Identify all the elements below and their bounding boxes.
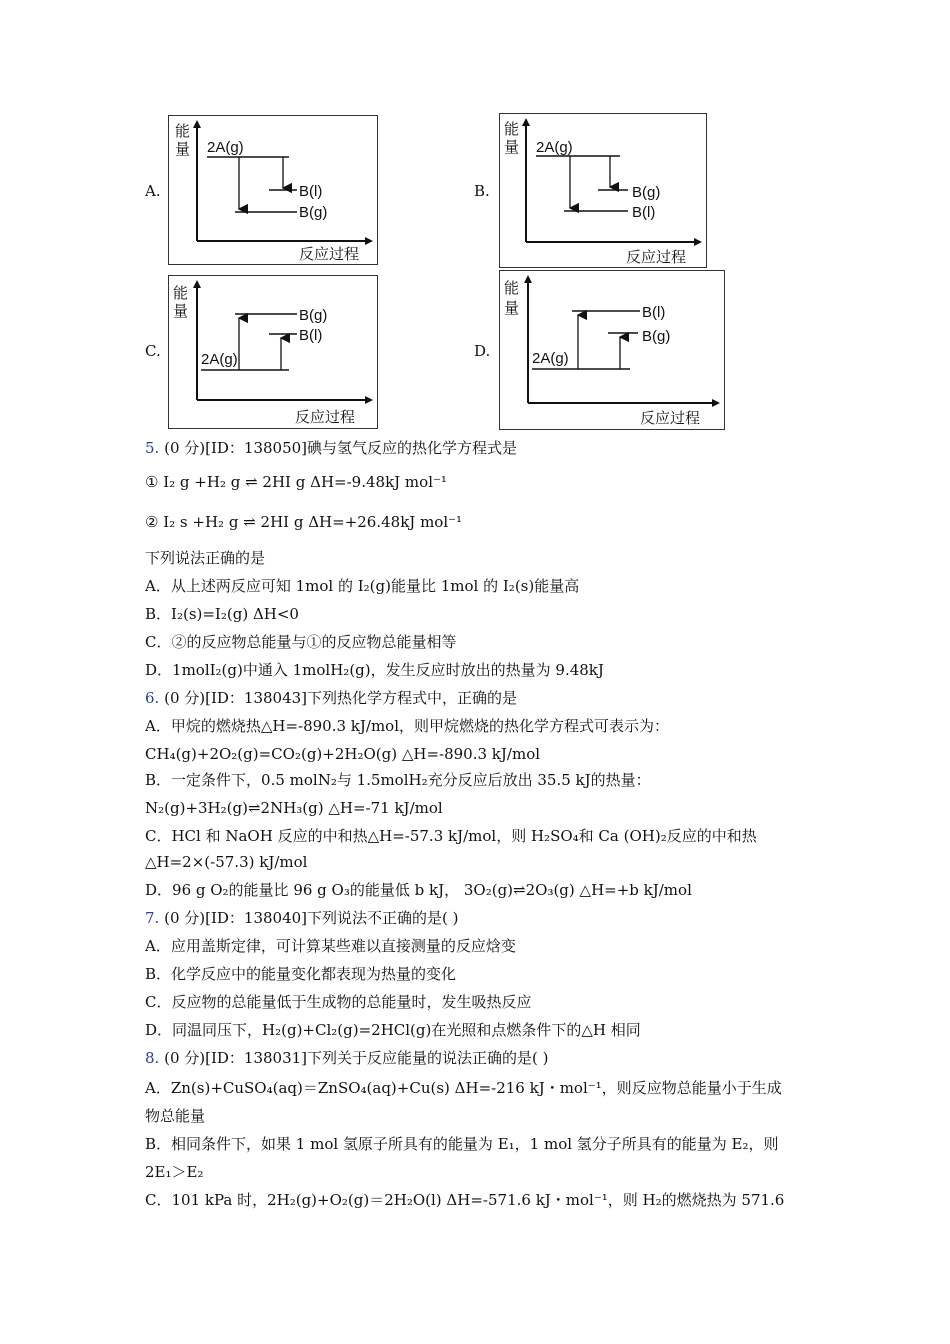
question-text: (0 分)[ID：138031]下列关于反应能量的说法正确的是( )	[164, 1049, 549, 1067]
x-axis-label: 反应过程	[640, 410, 701, 427]
option-a[interactable]: A．应用盖斯定律，可计算某些难以直接测量的反应焓变	[145, 937, 516, 955]
option-b-continued: N₂(g)+3H₂(g)⇌2NH₃(g) △H=-71 kJ/mol	[145, 799, 443, 817]
start-level-label: 2A(g)	[532, 350, 569, 367]
y-axis-label-top: 能	[504, 280, 520, 297]
option-a-continued: 物总能量	[145, 1107, 206, 1125]
option-d[interactable]: D．同温同压下，H₂(g)+Cl₂(g)=2HCl(g)在光照和点燃条件下的△H 相同	[145, 1021, 641, 1039]
question-number: 5.	[145, 439, 160, 457]
lower-level-label: B(l)	[632, 204, 656, 221]
option-letter-d: D.	[474, 342, 491, 360]
upper-level-label: B(g)	[632, 184, 661, 201]
start-level-label: 2A(g)	[201, 351, 238, 368]
equation-1: ① I₂ g +H₂ g ⇌ 2HI g ΔH=-9.48kJ mol⁻¹	[145, 473, 447, 491]
question-text: (0 分)[ID：138040]下列说法不正确的是( )	[164, 909, 459, 927]
option-c[interactable]: C．反应物的总能量低于生成物的总能量时，发生吸热反应	[145, 993, 532, 1011]
question-prompt: 下列说法正确的是	[145, 549, 266, 567]
option-letter-c: C.	[145, 342, 161, 360]
y-axis-label-top: 能	[175, 123, 191, 140]
option-letter-a: A.	[145, 182, 161, 200]
option-b[interactable]: B．化学反应中的能量变化都表现为热量的变化	[145, 965, 457, 983]
lower-level-label: B(l)	[299, 327, 323, 344]
question-number: 8.	[145, 1049, 160, 1067]
upper-level-label: B(l)	[299, 183, 323, 200]
option-b-continued: 2E₁＞E₂	[145, 1163, 204, 1181]
upper-level-label: B(l)	[642, 304, 666, 321]
option-d[interactable]: D．96 g O₂的能量比 96 g O₃的能量低 b kJ， 3O₂(g)⇌2O₃(g) △H=+b kJ/mol	[145, 881, 692, 899]
question-5-stem	[145, 438, 517, 458]
option-c[interactable]: C．②的反应物总能量与①的反应物总能量相等	[145, 633, 457, 651]
x-axis-label: 反应过程	[295, 409, 356, 426]
question-text: (0 分)[ID：138043]下列热化学方程式中，正确的是	[164, 689, 518, 707]
option-c[interactable]: C．HCl 和 NaOH 反应的中和热△H=-57.3 kJ/mol，则 H₂SO₄和 Ca (OH)₂反应的中和热	[145, 827, 757, 845]
start-level-label: 2A(g)	[207, 139, 244, 156]
y-axis-label-bottom: 量	[175, 141, 191, 158]
y-axis-label-bottom: 量	[504, 300, 520, 317]
question-8-stem	[145, 1048, 549, 1068]
option-a[interactable]: A．从上述两反应可知 1mol 的 I₂(g)能量比 1mol 的 I₂(s)能量高	[145, 577, 580, 595]
lower-level-label: B(g)	[642, 328, 671, 345]
option-c[interactable]: C．101 kPa 时，2H₂(g)+O₂(g)＝2H₂O(l) ΔH=-571.6 kJ・mol⁻¹，则 H₂的燃烧热为 571.6	[145, 1191, 785, 1209]
option-a-continued: CH₄(g)+2O₂(g)=CO₂(g)+2H₂O(g) △H=-890.3 kJ/mol	[145, 745, 541, 763]
energy-diagram-d	[499, 270, 725, 430]
y-axis-label-top: 能	[504, 121, 520, 138]
y-axis-label-bottom: 量	[504, 139, 520, 156]
option-b[interactable]: B．I₂(s)=I₂(g) ΔH<0	[145, 605, 299, 623]
energy-diagram-a	[168, 115, 378, 265]
lower-level-label: B(g)	[299, 204, 328, 221]
option-b[interactable]: B．一定条件下，0.5 molN₂与 1.5molH₂充分反应后放出 35.5 kJ的热量：	[145, 771, 651, 789]
energy-diagram-b	[499, 113, 707, 268]
x-axis-label: 反应过程	[299, 246, 360, 263]
question-6-stem	[145, 688, 517, 708]
option-c-continued: △H=2×(-57.3) kJ/mol	[145, 853, 308, 871]
option-a[interactable]: A．Zn(s)+CuSO₄(aq)＝ZnSO₄(aq)+Cu(s) ΔH=-216 kJ・mol⁻¹，则反应物总能量小于生成	[145, 1079, 782, 1097]
y-axis-label-bottom: 量	[173, 303, 189, 320]
option-letter-b: B.	[474, 182, 490, 200]
question-number: 6.	[145, 689, 160, 707]
option-d[interactable]: D．1molI₂(g)中通入 1molH₂(g)，发生反应时放出的热量为 9.48kJ	[145, 661, 604, 679]
option-b[interactable]: B．相同条件下，如果 1 mol 氢原子所具有的能量为 E₁，1 mol 氢分子所具有的能量为 E₂，则	[145, 1135, 779, 1153]
question-text: (0 分)[ID：138050]碘与氢气反应的热化学方程式是	[164, 439, 518, 457]
question-number: 7.	[145, 909, 160, 927]
equation-2: ② I₂ s +H₂ g ⇌ 2HI g ΔH=+26.48kJ mol⁻¹	[145, 513, 463, 531]
energy-diagram-c	[168, 275, 378, 429]
x-axis-label: 反应过程	[626, 249, 687, 266]
question-7-stem	[145, 908, 459, 928]
option-a[interactable]: A．甲烷的燃烧热△H=-890.3 kJ/mol，则甲烷燃烧的热化学方程式可表示为：	[145, 717, 670, 735]
upper-level-label: B(g)	[299, 307, 328, 324]
start-level-label: 2A(g)	[536, 139, 573, 156]
y-axis-label-top: 能	[173, 285, 189, 302]
